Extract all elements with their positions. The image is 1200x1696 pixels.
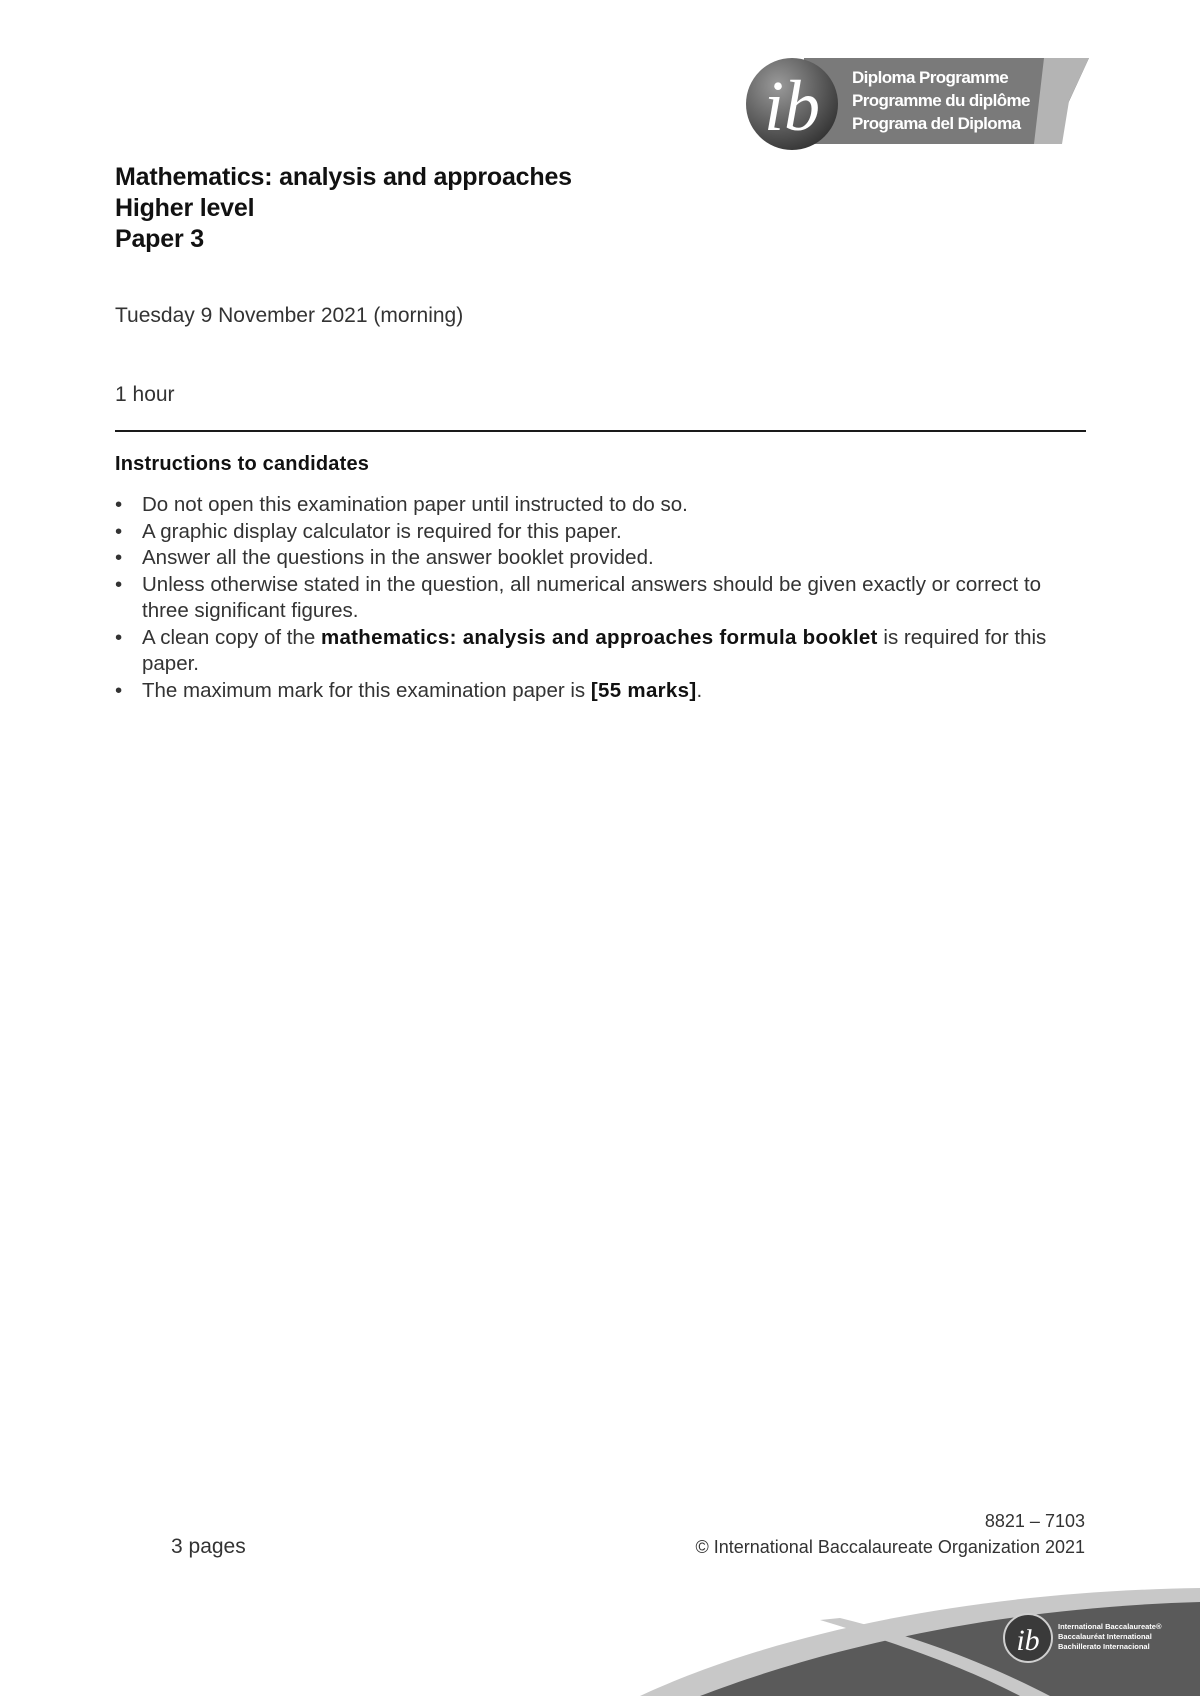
logo-line-2: Programme du diplôme (852, 91, 1030, 110)
small-logo-line-1: International Baccalaureate® (1058, 1622, 1162, 1631)
exam-duration: 1 hour (115, 383, 175, 406)
instructions-list (115, 492, 1090, 704)
bullet-icon: • (115, 519, 123, 543)
bullet-icon: • (115, 493, 123, 516)
subject-title: Mathematics: analysis and approaches (115, 163, 572, 191)
instruction-item: • Unless otherwise stated in the question, all numerical answers should be given exactly or correct to three significant figures. (115, 572, 1042, 622)
instruction-item: • Do not open this examination paper until instructed to do so. (115, 492, 1090, 519)
instruction-item: • Answer all the questions in the answer booklet provided. (115, 545, 1090, 572)
level-title: Higher level (115, 194, 255, 222)
instructions-heading: Instructions to candidates (115, 453, 370, 475)
exam-code: 8821 – 7103 (984, 1511, 1085, 1531)
logo-line-1: Diploma Programme (852, 68, 1009, 87)
instruction-item: • A clean copy of the mathematics: analysis and approaches formula booklet is required for this paper. (115, 625, 1047, 675)
paper-title: Paper 3 (115, 225, 204, 253)
formula-booklet-emphasis: mathematics: analysis and approaches formula booklet (320, 625, 878, 649)
instruction-item: • The maximum mark for this examination paper is [55 marks]. (115, 678, 1090, 705)
divider (115, 430, 1086, 432)
logo-mark: ib (763, 66, 821, 146)
copyright: © International Baccalaureate Organization 2021 (695, 1537, 1085, 1557)
logo-line-3: Programa del Diploma (852, 114, 1021, 133)
max-marks-emphasis: [55 marks] (590, 678, 697, 702)
small-logo-line-2: Baccalauréat International (1058, 1632, 1152, 1641)
bullet-icon: • (115, 625, 123, 649)
instruction-item: • A graphic display calculator is required for this paper. (115, 519, 1090, 546)
title-block (115, 162, 572, 255)
bullet-icon: • (115, 546, 123, 569)
exam-date: Tuesday 9 November 2021 (morning) (115, 304, 464, 327)
bullet-icon: • (115, 572, 123, 596)
ib-diploma-logo (744, 56, 1089, 152)
bullet-icon: • (115, 678, 123, 702)
page-count: 3 pages (171, 1535, 246, 1558)
small-logo-line-3: Bachillerato Internacional (1058, 1642, 1150, 1651)
small-logo-mark: ib (1016, 1624, 1040, 1657)
footer-swoosh (0, 1580, 1200, 1696)
